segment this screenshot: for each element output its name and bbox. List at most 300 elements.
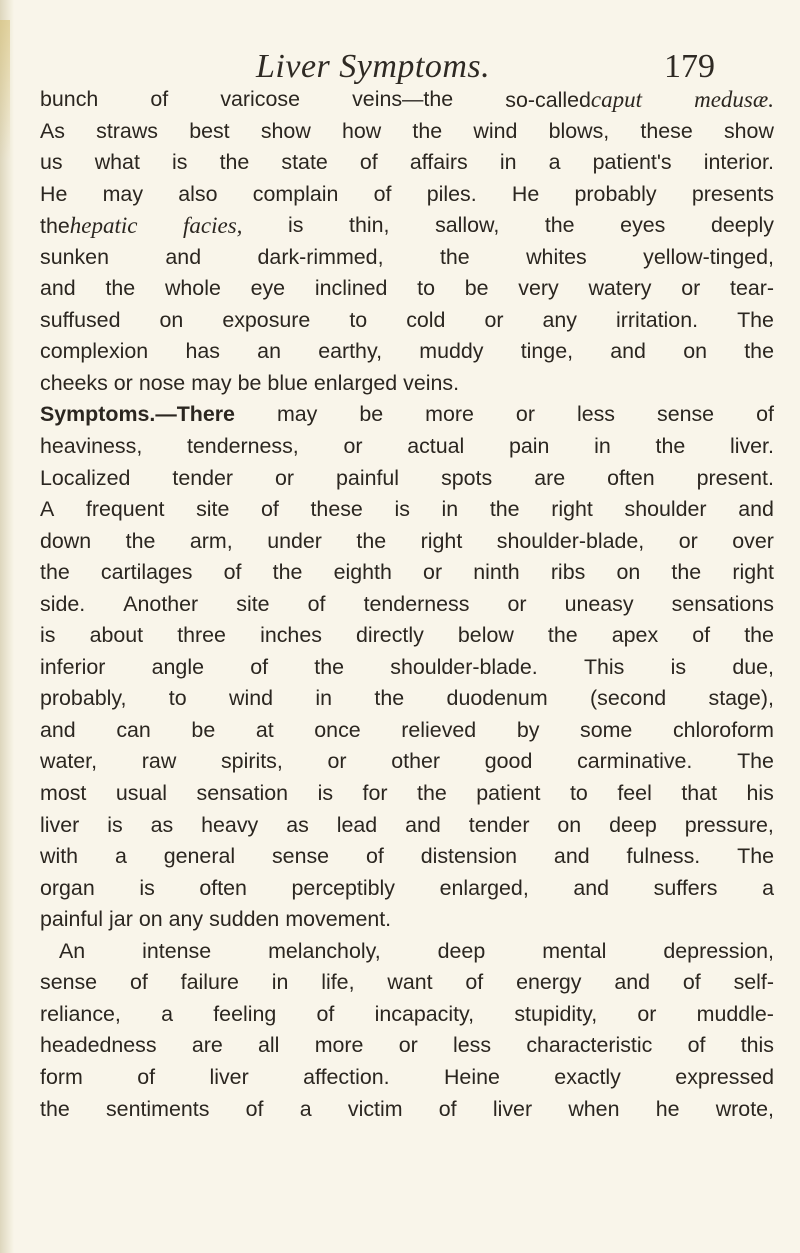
word: liver. xyxy=(729,434,774,459)
word: Another xyxy=(123,591,199,616)
word: inclined xyxy=(314,276,388,301)
word: the xyxy=(439,244,470,269)
word: sunken xyxy=(40,244,109,269)
word: organ xyxy=(40,875,95,900)
word: of xyxy=(223,560,242,585)
word: reliance, xyxy=(40,1001,121,1026)
word: raw xyxy=(141,749,177,774)
italic-word: caput xyxy=(590,87,642,112)
word: below xyxy=(457,623,514,648)
word: tender xyxy=(468,812,530,837)
word: about xyxy=(89,623,144,648)
word: be xyxy=(191,717,216,742)
word: suffused xyxy=(40,307,121,332)
word: that xyxy=(681,781,718,806)
word: be xyxy=(237,370,262,395)
word: (second xyxy=(590,686,667,711)
word: characteristic xyxy=(526,1033,653,1058)
word: uneasy xyxy=(564,591,634,616)
word: perceptibly xyxy=(291,875,395,900)
word: As xyxy=(40,118,65,143)
word: the xyxy=(40,560,70,585)
word: complain xyxy=(252,181,339,206)
word: Localized xyxy=(40,465,131,490)
word: side. xyxy=(40,591,86,616)
word: other xyxy=(391,749,441,774)
page-stain xyxy=(0,20,10,160)
word: The xyxy=(737,307,774,332)
word: shoulder-blade, xyxy=(496,528,645,553)
word: cheeks xyxy=(40,370,108,395)
word: or xyxy=(398,1033,418,1058)
word: any xyxy=(168,907,204,932)
word: the xyxy=(671,560,702,585)
word: headedness xyxy=(40,1033,157,1058)
word: as xyxy=(150,812,174,837)
word: straws xyxy=(96,118,158,143)
word: sallow, xyxy=(435,213,500,238)
text-line xyxy=(40,746,774,778)
word: three xyxy=(177,623,226,648)
word: of xyxy=(261,497,279,522)
word: and xyxy=(610,339,646,364)
word: are xyxy=(191,1033,223,1058)
word: some xyxy=(580,717,633,742)
word: and xyxy=(738,497,774,522)
word: is xyxy=(670,654,687,679)
word: the xyxy=(105,276,136,301)
word: presents xyxy=(691,181,774,206)
word: and xyxy=(165,244,202,269)
word: the xyxy=(125,528,156,553)
word: veins. xyxy=(403,370,460,395)
word: the xyxy=(547,623,578,648)
word: what xyxy=(94,150,140,175)
text-line xyxy=(40,936,774,968)
word: the xyxy=(374,686,405,711)
word: of xyxy=(307,591,326,616)
text-line xyxy=(40,336,774,368)
word: dark-rimmed, xyxy=(257,244,384,269)
word: Symptoms.—There xyxy=(40,399,235,431)
word: often xyxy=(607,465,655,490)
word: yellow-tinged, xyxy=(643,244,774,269)
word: more xyxy=(425,402,474,427)
text-line xyxy=(40,1030,774,1062)
word: arm, xyxy=(189,528,233,553)
text-line xyxy=(40,810,774,842)
word: of xyxy=(438,1096,457,1121)
word: inches xyxy=(260,623,322,648)
word: of xyxy=(465,970,484,995)
word: or xyxy=(681,276,701,301)
word: He xyxy=(40,181,68,206)
word: and xyxy=(573,875,610,900)
word: cold xyxy=(406,307,446,332)
text-line xyxy=(40,715,774,747)
word: duodenum xyxy=(446,686,548,711)
word: stage), xyxy=(708,686,774,711)
word: A xyxy=(40,497,55,522)
word: movement. xyxy=(285,907,392,932)
word: with xyxy=(40,844,79,869)
word: water, xyxy=(40,749,98,774)
word: tenderness, xyxy=(186,434,299,459)
word: by xyxy=(516,717,540,742)
word: in xyxy=(271,970,289,995)
text-line xyxy=(40,557,774,589)
word: very xyxy=(518,276,559,301)
word: so-calledcaput xyxy=(505,84,642,116)
text-line xyxy=(40,1062,774,1094)
word: under xyxy=(267,528,322,553)
word: site xyxy=(196,497,230,522)
word: incapacity, xyxy=(374,1001,475,1026)
running-head xyxy=(0,48,800,88)
word: spots xyxy=(441,465,493,490)
word: enlarged, xyxy=(439,875,529,900)
word: of xyxy=(245,1096,264,1121)
word: as xyxy=(286,812,309,837)
word: and xyxy=(614,970,651,995)
word: patient xyxy=(476,781,541,806)
word: best xyxy=(189,118,230,143)
word: eighth xyxy=(333,560,392,585)
word: the xyxy=(272,560,303,585)
word: liver xyxy=(209,1064,249,1089)
word: right xyxy=(420,528,463,553)
word: affection. xyxy=(303,1064,390,1089)
word: muddle- xyxy=(696,1001,774,1026)
word: pain xyxy=(508,434,550,459)
word: earthy, xyxy=(318,339,383,364)
word: is xyxy=(172,150,188,175)
word: most xyxy=(40,781,87,806)
word: energy xyxy=(516,970,582,995)
word: the xyxy=(489,497,520,522)
word: exactly xyxy=(554,1064,621,1089)
word: blue xyxy=(267,370,308,395)
word: irritation. xyxy=(616,307,699,332)
word: actual xyxy=(407,434,465,459)
word: an xyxy=(257,339,281,364)
word: us xyxy=(40,150,63,175)
text-line xyxy=(40,368,774,400)
word: the xyxy=(40,1096,70,1121)
word: distension xyxy=(420,844,518,869)
word: or xyxy=(327,749,347,774)
word: sense xyxy=(657,402,715,427)
word: or xyxy=(275,465,295,490)
italic-word: hepatic xyxy=(69,213,138,239)
word: in xyxy=(441,497,459,522)
word: sensation xyxy=(196,781,289,806)
word: liver xyxy=(492,1096,533,1121)
text-line xyxy=(40,778,774,810)
word: feeling xyxy=(213,1001,277,1026)
text-line xyxy=(40,399,774,431)
word: patient's xyxy=(592,150,672,175)
word: he xyxy=(655,1096,680,1121)
text-line xyxy=(40,147,774,179)
word: has xyxy=(185,339,220,364)
word: self- xyxy=(733,970,774,995)
word: in xyxy=(499,150,517,175)
word: sentiments xyxy=(105,1096,210,1121)
word: show xyxy=(723,118,774,143)
word: painful xyxy=(40,907,104,932)
word: sense xyxy=(271,844,330,869)
word: eye xyxy=(250,276,286,301)
word: pressure, xyxy=(684,812,774,837)
word: wind xyxy=(229,686,274,711)
word: or xyxy=(484,307,504,332)
word: life, xyxy=(321,970,355,995)
word: state xyxy=(281,150,328,175)
word: on xyxy=(138,907,163,932)
word: This xyxy=(583,654,625,679)
word: ribs xyxy=(550,560,586,585)
word: how xyxy=(341,118,382,143)
word: heaviness, xyxy=(40,434,143,459)
word: muddy xyxy=(419,339,484,364)
word: deeply xyxy=(710,213,774,238)
word: jar xyxy=(109,907,133,932)
word: to xyxy=(417,276,435,301)
text-line xyxy=(40,210,774,242)
word: carminative. xyxy=(577,749,693,774)
word: depression, xyxy=(663,938,774,963)
word: stupidity, xyxy=(514,1001,598,1026)
word: all xyxy=(258,1033,280,1058)
word: The xyxy=(737,844,774,869)
word: is xyxy=(317,781,334,806)
word: nose xyxy=(138,370,186,395)
word: the xyxy=(744,623,774,648)
word: his xyxy=(746,781,774,806)
word: and xyxy=(40,276,76,301)
word: of xyxy=(129,970,148,995)
word: eyes xyxy=(620,213,666,238)
word: is xyxy=(394,497,410,522)
word: sudden xyxy=(209,907,280,932)
word: of xyxy=(687,1033,706,1058)
word: heavy xyxy=(201,812,259,837)
word: once xyxy=(314,717,361,742)
word: a xyxy=(299,1096,312,1121)
word: of xyxy=(692,623,711,648)
word: probably xyxy=(574,181,657,206)
text-line xyxy=(40,179,774,211)
word: the xyxy=(314,654,345,679)
word: or xyxy=(637,1001,657,1026)
word: intense xyxy=(142,938,212,963)
word: sensations xyxy=(671,591,774,616)
word: to xyxy=(349,307,368,332)
word: is xyxy=(139,875,155,900)
text-line xyxy=(40,463,774,495)
word: present. xyxy=(696,465,774,490)
word: form xyxy=(40,1064,83,1089)
word: of xyxy=(250,654,269,679)
word: of xyxy=(137,1064,156,1089)
word: directly xyxy=(356,623,424,648)
word: whites xyxy=(526,244,587,269)
word: the xyxy=(219,150,250,175)
text-line xyxy=(40,431,774,463)
text-line xyxy=(40,305,774,337)
text-line xyxy=(40,589,774,621)
word: good xyxy=(484,749,533,774)
word: may xyxy=(276,402,318,427)
word: the xyxy=(655,434,686,459)
text-line xyxy=(40,967,774,999)
word: when xyxy=(568,1096,620,1121)
word: complexion xyxy=(40,339,149,364)
word: painful xyxy=(336,465,400,490)
word: want xyxy=(387,970,433,995)
word: due, xyxy=(732,654,774,679)
word: affairs xyxy=(409,150,468,175)
word: usual xyxy=(115,781,167,806)
word: of xyxy=(316,1001,335,1026)
word: less xyxy=(453,1033,492,1058)
word: veins—the xyxy=(352,87,454,111)
word: tear- xyxy=(730,276,774,301)
word: tender xyxy=(172,465,234,490)
text-line xyxy=(40,526,774,558)
word: shoulder-blade. xyxy=(390,654,538,679)
word: in xyxy=(315,686,333,711)
word: whole xyxy=(164,276,221,301)
word: shoulder xyxy=(624,497,707,522)
text-line xyxy=(40,683,774,715)
word: on xyxy=(683,339,707,364)
text-line xyxy=(40,84,774,116)
word: any xyxy=(542,307,577,332)
word: cartilages xyxy=(100,560,193,585)
text-line xyxy=(40,242,774,274)
page-number: 179 xyxy=(664,48,715,85)
word: frequent xyxy=(85,497,165,522)
word: thehepatic xyxy=(40,210,137,242)
word: site xyxy=(236,591,270,616)
word: is xyxy=(107,812,123,837)
word: ninth xyxy=(473,560,520,585)
word: these xyxy=(310,497,363,522)
word: fulness. xyxy=(626,844,701,869)
word: general xyxy=(163,844,236,869)
word: also xyxy=(178,181,218,206)
word: and xyxy=(405,812,441,837)
word: at xyxy=(255,717,274,742)
text-line xyxy=(40,999,774,1031)
text-line xyxy=(40,873,774,905)
word: enlarged xyxy=(313,370,398,395)
word: a xyxy=(548,150,561,175)
word: be xyxy=(464,276,489,301)
word: be xyxy=(359,402,384,427)
word: Heine xyxy=(443,1064,500,1089)
word: on xyxy=(557,812,582,837)
word: lead xyxy=(336,812,378,837)
word: of xyxy=(150,87,169,111)
word: or xyxy=(678,528,698,553)
word: An xyxy=(59,938,86,963)
word: often xyxy=(199,875,247,900)
text-line xyxy=(40,273,774,305)
word: piles. xyxy=(426,181,477,206)
word: can xyxy=(116,717,151,742)
word: and xyxy=(553,844,590,869)
body-text xyxy=(40,84,774,1125)
word: in xyxy=(594,434,611,459)
word: to xyxy=(569,781,588,806)
word: to xyxy=(168,686,187,711)
text-line xyxy=(40,620,774,652)
word: feel xyxy=(617,781,652,806)
word: expressed xyxy=(675,1064,774,1089)
word: relieved xyxy=(401,717,477,742)
text-line xyxy=(40,494,774,526)
word: or xyxy=(515,402,535,427)
word: apex xyxy=(611,623,659,648)
text-line xyxy=(40,841,774,873)
word: wind xyxy=(473,118,518,143)
word: may xyxy=(102,181,144,206)
word: of xyxy=(359,150,378,175)
word: and xyxy=(40,717,76,742)
word: sense xyxy=(40,970,98,995)
word: —There xyxy=(155,402,235,427)
word: deep xyxy=(437,938,486,963)
word: show xyxy=(260,118,311,143)
word: or xyxy=(343,434,363,459)
word: a xyxy=(114,844,127,869)
word: more xyxy=(314,1033,364,1058)
word: failure xyxy=(180,970,239,995)
word: chloroform xyxy=(672,717,774,742)
word: the xyxy=(412,118,443,143)
word: right xyxy=(551,497,593,522)
word: for xyxy=(362,781,388,806)
word: suffers xyxy=(653,875,718,900)
text-line xyxy=(40,652,774,684)
word: on xyxy=(159,307,184,332)
word: deep xyxy=(609,812,657,837)
word: wrote, xyxy=(715,1096,774,1121)
word: watery xyxy=(588,276,652,301)
word: angle xyxy=(151,654,204,679)
running-title: Liver Symptoms. xyxy=(256,48,491,85)
word: tinge, xyxy=(520,339,574,364)
word: on xyxy=(616,560,641,585)
word: these xyxy=(640,118,693,143)
word: melancholy, xyxy=(268,938,381,963)
word: tenderness xyxy=(363,591,470,616)
word: is xyxy=(288,213,304,238)
text-line xyxy=(40,904,774,936)
word: may xyxy=(191,370,232,395)
page-gutter-shadow xyxy=(0,0,14,1253)
word: right xyxy=(732,560,774,585)
word: He xyxy=(511,181,540,206)
word: the xyxy=(544,213,575,238)
word: over xyxy=(732,528,774,553)
word: liver xyxy=(40,812,80,837)
word: a xyxy=(762,875,774,900)
word: is xyxy=(40,623,56,648)
